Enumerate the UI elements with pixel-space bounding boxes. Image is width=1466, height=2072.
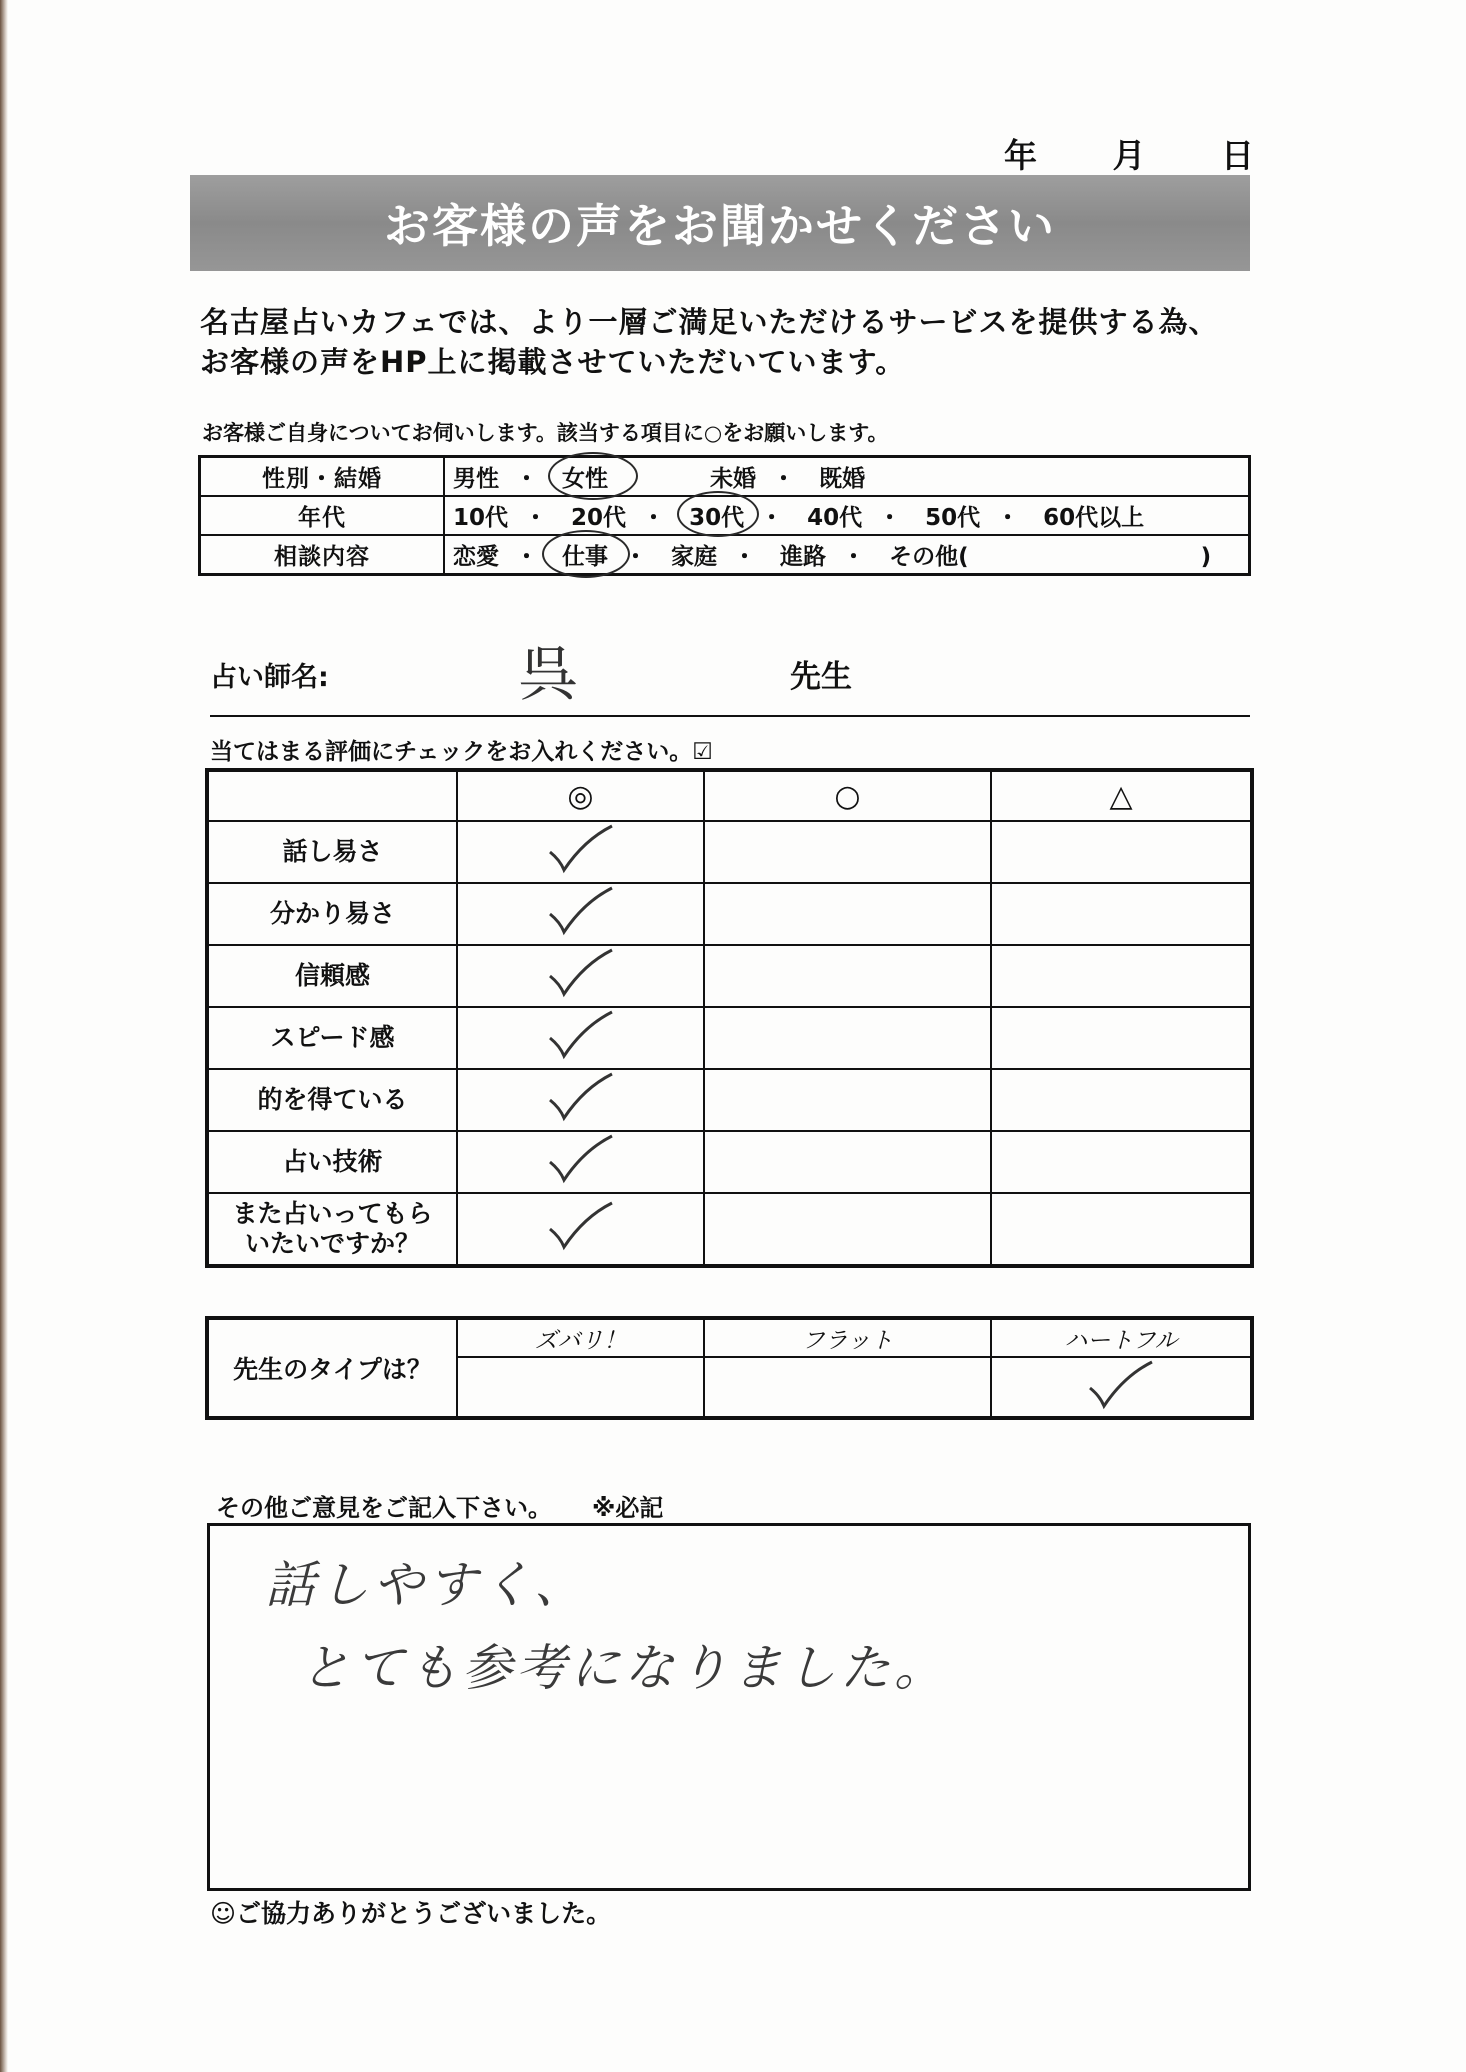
- thanks-message: ☺ご協力ありがとうございました。: [210, 1899, 612, 1928]
- option-20s[interactable]: 20代: [571, 505, 627, 531]
- evaluation-header: [207, 770, 1252, 821]
- cell-excellent[interactable]: [457, 883, 704, 945]
- check-mark-icon: [546, 1010, 616, 1060]
- teacher-type-header: [207, 1318, 1252, 1357]
- option-family[interactable]: 家庭: [671, 544, 718, 570]
- evaluation-row: [207, 1131, 1252, 1193]
- cell-good[interactable]: [704, 1069, 991, 1131]
- evaluation-row: [207, 883, 1252, 945]
- option-30s[interactable]: [689, 499, 744, 532]
- option-female[interactable]: [562, 460, 608, 493]
- row-label-line-2: いたいですか？: [244, 1229, 420, 1258]
- type-option-direct: ズバリ！: [457, 1318, 704, 1357]
- evaluation-row: [207, 821, 1252, 883]
- cell-fair[interactable]: [991, 1007, 1252, 1069]
- row-label-line-1: また占いってもら: [232, 1199, 433, 1228]
- column-fair: △: [991, 770, 1252, 821]
- check-mark-icon: [546, 1201, 616, 1251]
- comments-instructions: [216, 1488, 663, 1523]
- cell-fair[interactable]: [991, 883, 1252, 945]
- age-label: 年代: [200, 496, 445, 535]
- check-mark-icon: [546, 886, 616, 936]
- teacher-type-table: [205, 1316, 1254, 1420]
- cell-excellent[interactable]: [457, 1069, 704, 1131]
- cell-fair[interactable]: [991, 945, 1252, 1007]
- option-career[interactable]: 進路: [780, 544, 827, 570]
- age-options: 10代 ・ 20代 ・ 30代 ・ 40代 ・ 50代 ・ 60代以上: [444, 496, 1250, 535]
- paper-edge: [0, 0, 8, 2072]
- intro-line-1: 名古屋占いカフェでは、より一層ご満足いただけるサービスを提供する為、: [200, 305, 1219, 339]
- cell-good[interactable]: [704, 1193, 991, 1266]
- cell-good[interactable]: [704, 883, 991, 945]
- evaluation-row: [207, 1193, 1252, 1266]
- column-good: ○: [704, 770, 991, 821]
- evaluation-row: [207, 1007, 1252, 1069]
- month-label: 月: [1112, 136, 1148, 175]
- cell-good[interactable]: [704, 1131, 991, 1193]
- option-male[interactable]: 男性: [453, 466, 499, 492]
- option-30s-label: 30代: [689, 505, 745, 531]
- cell-fair[interactable]: [991, 821, 1252, 883]
- cell-good[interactable]: [704, 821, 991, 883]
- option-married[interactable]: 既婚: [819, 466, 866, 492]
- date-line: [962, 130, 1256, 177]
- comments-label: その他ご意見をご記入下さい。: [216, 1494, 552, 1522]
- selection-circle: [677, 491, 759, 537]
- column-excellent: ◎: [457, 770, 704, 821]
- row-label: スピード感: [207, 1007, 457, 1069]
- evaluation-instructions: 当てはまる評価にチェックをお入れください。☑: [210, 739, 713, 765]
- cell-good[interactable]: [704, 945, 991, 1007]
- check-mark-icon: [1086, 1360, 1156, 1410]
- option-work[interactable]: [562, 538, 608, 571]
- cell-flat[interactable]: [704, 1357, 991, 1418]
- check-mark-icon: [546, 824, 616, 874]
- check-mark-icon: [546, 948, 616, 998]
- option-single[interactable]: 未婚: [710, 466, 757, 492]
- reader-name[interactable]: 呉: [518, 640, 578, 710]
- selection-circle: [548, 452, 638, 500]
- page-title: お客様の声をお聞かせください: [190, 175, 1250, 271]
- evaluation-corner: [207, 770, 457, 821]
- gender-options: 男性 ・ 女性 未婚 ・ 既婚: [444, 457, 1250, 497]
- evaluation-row: [207, 945, 1252, 1007]
- option-other[interactable]: その他(: [889, 544, 969, 570]
- reader-label: 占い師名:: [210, 662, 329, 693]
- topic-options: 恋愛 ・ 仕事 ・ 家庭 ・ 進路 ・ その他( ): [444, 535, 1250, 575]
- evaluation-table: [205, 768, 1254, 1268]
- check-mark-icon: [546, 1072, 616, 1122]
- evaluation-row: [207, 1069, 1252, 1131]
- row-label: 占い技術: [207, 1131, 457, 1193]
- profile-instructions: お客様ご自身についてお伺いします。該当する項目に○をお願いします。: [202, 421, 889, 445]
- check-mark-icon: [546, 1134, 616, 1184]
- row-label: 分かり易さ: [207, 883, 457, 945]
- cell-fair[interactable]: [991, 1131, 1252, 1193]
- option-work-label: 仕事: [562, 544, 609, 570]
- row-label: 信頼感: [207, 945, 457, 1007]
- option-other-close: ): [1200, 544, 1212, 570]
- row-label: 的を得ている: [207, 1069, 457, 1131]
- comment-line-1: 話しやすく、: [265, 1556, 588, 1614]
- profile-row-gender: [200, 457, 1250, 497]
- cell-good[interactable]: [704, 1007, 991, 1069]
- cell-fair[interactable]: [991, 1193, 1252, 1266]
- type-option-heartful: ハートフル: [991, 1318, 1252, 1357]
- required-note: ※必記: [592, 1494, 664, 1522]
- cell-direct[interactable]: [457, 1357, 704, 1418]
- cell-heartful[interactable]: [991, 1357, 1252, 1418]
- option-50s[interactable]: 50代: [925, 505, 981, 531]
- gender-label: 性別・結婚: [200, 457, 445, 497]
- option-female-label: 女性: [562, 466, 609, 492]
- cell-excellent[interactable]: [457, 1007, 704, 1069]
- intro-line-2: お客様の声をHP上に掲載させていただいています。: [200, 345, 906, 379]
- profile-table: [198, 455, 1251, 576]
- row-label: 話し易さ: [207, 821, 457, 883]
- option-40s[interactable]: 40代: [807, 505, 863, 531]
- cell-excellent[interactable]: [457, 821, 704, 883]
- option-love[interactable]: 恋愛: [453, 544, 499, 570]
- option-60s-plus[interactable]: 60代以上: [1043, 505, 1145, 531]
- reader-row: [210, 640, 1250, 717]
- option-10s[interactable]: 10代: [453, 505, 509, 531]
- profile-row-age: [200, 496, 1250, 535]
- reader-suffix: 先生: [790, 659, 852, 695]
- cell-fair[interactable]: [991, 1069, 1252, 1131]
- day-label: 日: [1221, 136, 1256, 175]
- cell-excellent[interactable]: [457, 1131, 704, 1193]
- year-label: 年: [1004, 136, 1039, 175]
- topic-label: 相談内容: [200, 535, 445, 575]
- cell-excellent[interactable]: [457, 945, 704, 1007]
- comment-line-2: とても参考になりました。: [300, 1639, 948, 1697]
- cell-excellent[interactable]: [457, 1193, 704, 1266]
- profile-row-topic: [200, 535, 1250, 575]
- row-label: [207, 1193, 457, 1266]
- selection-circle: [542, 530, 630, 578]
- type-option-flat: フラット: [704, 1318, 991, 1357]
- teacher-type-label: 先生のタイプは？: [207, 1318, 457, 1418]
